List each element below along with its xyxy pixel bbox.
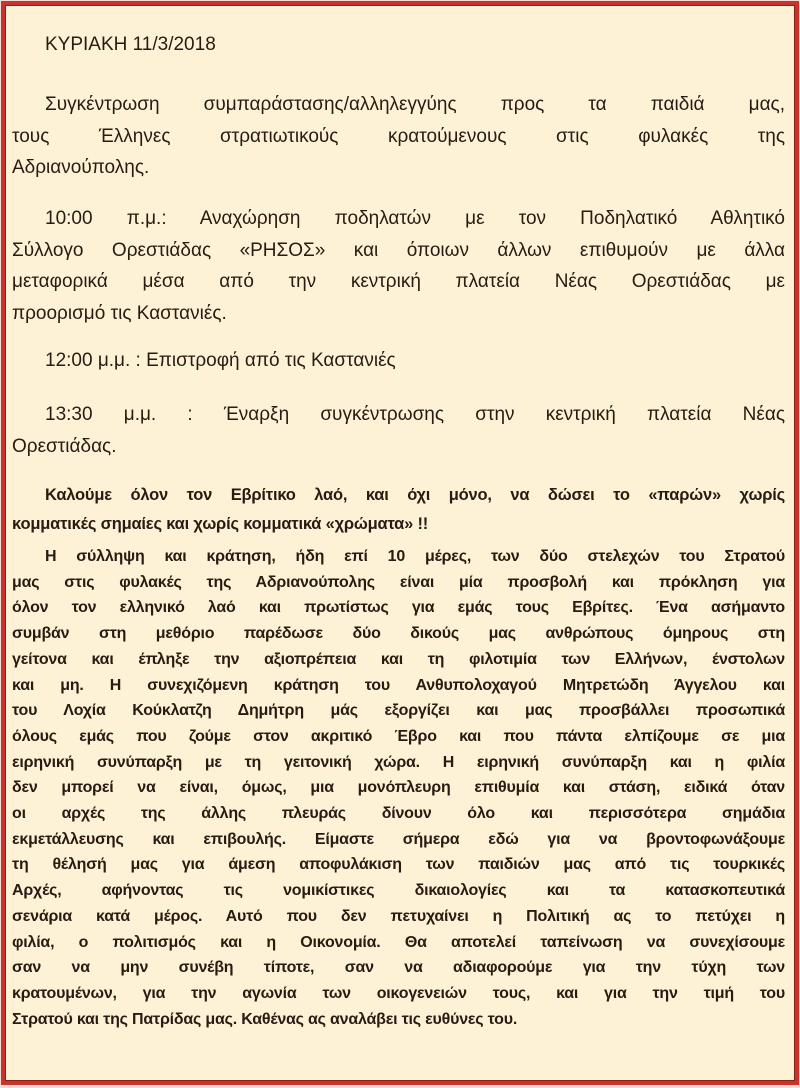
text-line: όλον τον ελληνικό λαό και πρωτίστως για εμάς τους Εβρίτες. Ένα ασήμαντο — [12, 599, 785, 617]
paragraph-departure-schedule — [12, 203, 785, 329]
paragraph-solidarity-gathering — [12, 89, 785, 184]
text-line: σαν να μην συνέβη τίποτε, σαν να αδιαφορούμε για την τύχη των — [12, 959, 785, 977]
text-line: όλους εμάς που ζούμε στον ακριτικό Έβρο και που πάντα ελπίζουμε σε μια — [12, 727, 785, 745]
text-line: Η σύλληψη και κράτηση, ήδη επί 10 μέρες, των δύο στελεχών του Στρατού — [45, 548, 785, 565]
paragraph-return-schedule — [12, 345, 785, 377]
text-line: 10:00 π.μ.: Αναχώρηση ποδηλατών με τον Ποδηλατικό Αθλητικό — [45, 208, 785, 229]
text-line: Συγκέντρωση συμπαράστασης/αλληλεγγύης προς τα παιδιά μας, — [45, 94, 785, 115]
text-line: προορισμό τις Καστανιές. — [12, 302, 227, 324]
text-line: Στρατού και της Πατρίδας μας. Καθένας ας αναλάβει τις ευθύνες του. — [12, 1010, 518, 1028]
text-line: ειρηνική συνύπαρξη με τη γειτονική χώρα. Η ειρηνική συνύπαρξη και η φιλία — [12, 753, 785, 771]
text-line: συμβάν στη μεθόριο παρέδωσε δύο δικούς μας ανθρώπους όμηρους στη — [12, 625, 785, 643]
text-line: κομματικές σημαίες και χωρίς κομματικά «χρώματα» !! — [12, 515, 429, 533]
text-line: τους Έλληνες στρατιωτικούς κρατούμενους στις φυλακές της — [12, 125, 785, 147]
text-line: Ορεστιάδας. — [12, 435, 117, 457]
paragraph-gathering-start — [12, 399, 785, 462]
paragraph-call-to-public — [12, 481, 785, 539]
text-line: οι αρχές της άλλης πλευράς δίνουν όλο και περισσότερα σημάδια — [12, 805, 785, 823]
text-line: γείτονα και έπληξε την αξιοπρέπεια και τη φιλοτιμία των Ελλήνων, ένστολων — [12, 650, 785, 668]
text-line: μεταφορικά μέσα από την κεντρική πλατεία Νέας Ορεστιάδας με — [12, 271, 785, 292]
text-line: εκμετάλλευσης και επιβουλής. Είμαστε σήμερα εδώ για να βροντοφωνάξουμε — [12, 830, 785, 848]
document-title: ΚΥΡΙΑΚΗ 11/3/2018 — [45, 34, 216, 55]
text-line: 13:30 μ.μ. : Έναρξη συγκέντρωσης στην κεντρική πλατεία Νέας — [45, 404, 785, 425]
text-line: 12:00 μ.μ. : Επιστροφή από τις Καστανιές — [45, 350, 396, 371]
text-line: Αρχές, αφήνοντας τις νομικίστικες δικαιολογίες και τα κατασκοπευτικά — [12, 882, 785, 900]
text-line: Σύλλογο Ορεστιάδας «ΡΗΣΟΣ» και όποιων άλλων επιθυμούν με άλλα — [12, 239, 785, 261]
text-line: κρατουμένων, για την αγωνία των οικογενειών τους, και για την τιμή του — [12, 984, 785, 1002]
text-line: Αδριανούπολης. — [12, 157, 150, 178]
text-line: δεν μπορεί να είναι, όμως, μια μονόπλευρη επιθυμία και στάση, ειδικά όταν — [12, 779, 785, 797]
text-line: και μη. Η συνεχιζόμενη κράτηση του Ανθυπολοχαγού Μητρετώδη Άγγελου και — [12, 676, 785, 694]
text-line: Καλούμε όλον τον Εβρίτικο λαό, και όχι μόνο, να δώσει το «παρών» χωρίς — [45, 486, 785, 504]
text-line: φιλία, ο πολιτισμός και η Οικονομία. Θα αποτελεί ταπείνωση να συνεχίσουμε — [12, 933, 785, 951]
paragraph-statement — [12, 544, 785, 1032]
text-line: του Λοχία Κούκλατζη Δημήτρη μάς εξοργίζει και μας προσβάλλει προσωπικά — [12, 702, 785, 720]
text-line: σενάρια κατά μέρος. Αυτό που δεν πετυχαίνει η Πολιτική ας το πετύχει η — [12, 907, 785, 925]
text-line: μας στις φυλακές της Αδριανούπολης είναι μία προσβολή και πρόκληση για — [12, 573, 785, 591]
text-line: τη θέλησή μας για άμεση αποφυλάκιση των παιδιών μας από τις τουρκικές — [12, 856, 785, 874]
